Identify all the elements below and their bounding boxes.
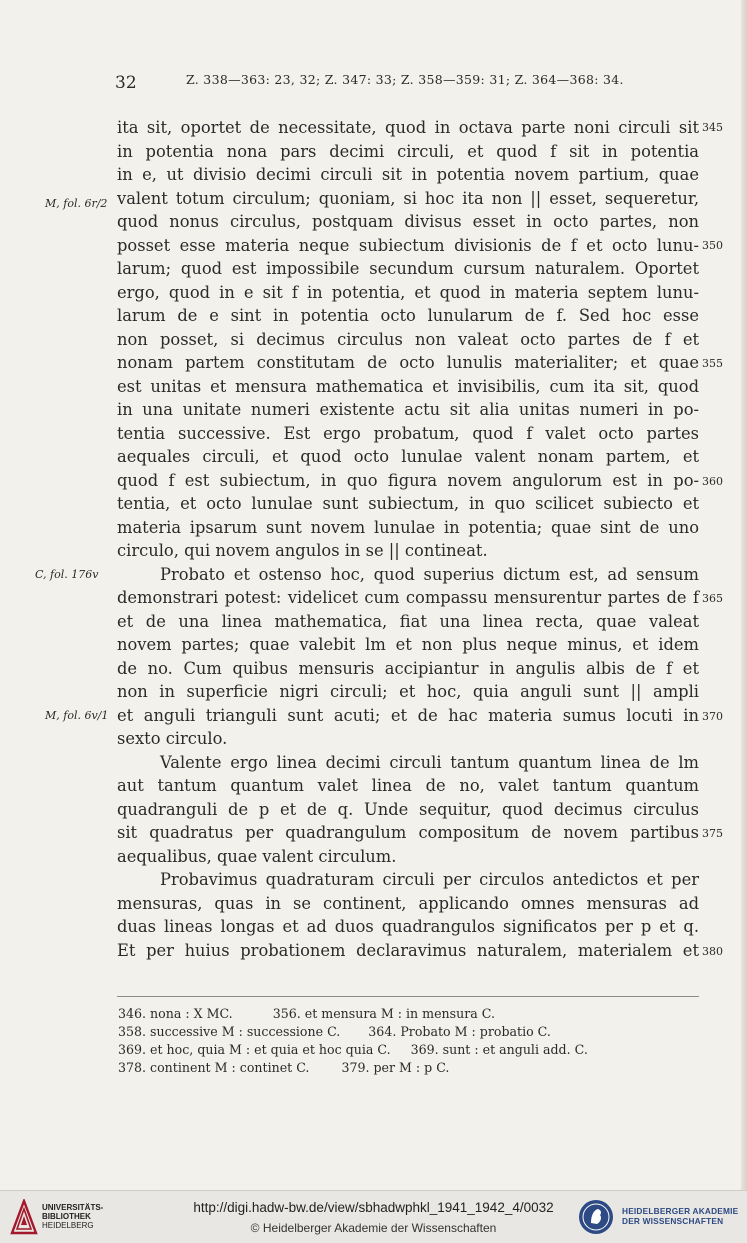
library-line: HEIDELBERG [42,1221,94,1230]
line-number: 375 [702,827,723,840]
text-line: non in superficie nigri circuli; et hoc, quia anguli sunt || ampli [117,682,699,701]
text-line: quod f est subiectum, in quo figura novem angulorum est in po- [117,470,699,490]
text-line: Probato et ostenso hoc, quod superius dictum est, ad sensum [160,564,699,584]
viewer-footer [0,1190,747,1243]
academy-seal-icon[interactable] [578,1199,614,1235]
text-line: non posset, si decimus circulus non valeat octo partes de f et [117,329,699,349]
footnote-line: 358. successive M : successione C. 364. Probato M : probatio C. [118,1024,551,1039]
text-line: materia ipsarum sunt novem lunulae in potentia; quae sint de uno [117,517,699,537]
text-line: et anguli trianguli sunt acuti; et de hac materia sumus locuti in [117,705,699,725]
text-line: sit quadratus per quadrangulum compositum de novem partibus [117,823,699,842]
text-line: est unitas et mensura mathematica et invisibilis, cum ita sit, quod [117,376,699,396]
permalink-url[interactable]: http://digi.hadw-bw.de/view/sbhadwphkl_1941_1942_4/0032 [193,1200,554,1215]
text-line: tentia successive. Est ergo probatum, quod f valet octo partes [117,423,699,443]
text-line: valent totum circulum; quoniam, si hoc ita non || esset, sequeretur, [117,188,699,208]
text-line: Probavimus quadraturam circuli per circulos antedictos et per [160,870,699,889]
page-number: 32 [115,73,137,93]
text-line: quadranguli de p et de q. Unde sequitur, quod decimus circulus [117,799,699,819]
line-number: 355 [702,357,723,370]
text-line: aequalibus, quae valent circulum. [117,846,397,866]
text-line: ita sit, oportet de necessitate, quod in octava parte noni circuli sit [117,118,699,137]
text-line: larum; quod est impossibile secundum cursum naturalem. Oportet [117,259,699,278]
line-number: 345 [702,121,723,134]
margin-note: M, fol. 6r/2 [45,197,108,210]
copyright-notice: © Heidelberger Akademie der Wissenschaften [250,1221,497,1235]
text-line: posset esse materia neque subiectum divisionis de f et octo lunu- [117,235,699,255]
academy-name [622,1206,738,1226]
text-line: Et per huius probationem declaravimus naturalem, materialem et [117,940,699,960]
text-line: in e, ut divisio decimi circuli sit in potentia novem partium, quae [117,165,699,184]
footnote-line: 378. continent M : continet C. 379. per M : p C. [118,1060,450,1075]
text-line: aut tantum quantum valet linea de no, valet tantum quantum [117,776,699,795]
page-edge [741,0,747,1190]
text-line: in potentia nona pars decimi circuli, et quod f sit in potentia [117,141,699,161]
text-line: mensuras, quas in se continent, applicando omnes mensuras ad [117,893,699,913]
footnotes [118,1005,708,1077]
text-line: nonam partem constitutam de octo lunulis materialiter; et quae [117,353,699,372]
footnote-line: 346. nona : X MC. 356. et mensura M : in mensura C. [118,1006,495,1021]
margin-note: M, fol. 6v/1 [45,709,109,722]
text-line: demonstrari potest: videlicet cum compassu mensurentur partes de f [117,588,699,607]
running-head: Z. 338—363: 23, 32; Z. 347: 33; Z. 358—359: 31; Z. 364—368: 34. [186,72,624,87]
text-line: ergo, quod in e sit f in potentia, et quod in materia septem lunu- [117,282,699,302]
academy-line: DER WISSENSCHAFTEN [622,1216,724,1226]
library-line: UNIVERSITÄTS- [42,1203,104,1212]
text-line: larum de e sint in potentia octo lunularum de f. Sed hoc esse [117,306,699,325]
text-line: in una unitate numeri existente actu sit alia unitas numeri in po- [117,400,699,419]
line-number: 360 [702,475,723,488]
line-number: 365 [702,592,723,605]
text-line: tentia, et octo lunulae sunt subiectum, in quo scilicet subiecto et [117,494,699,513]
text-line: circulo, qui novem angulos in se || contineat. [117,541,488,560]
text-line: de no. Cum quibus mensuris accipiantur in angulis albis de f et [117,658,699,678]
text-line: sexto circulo. [117,729,228,748]
library-line: BIBLIOTHEK [42,1212,91,1221]
text-line: aequales circuli, et quod octo lunulae valent nonam partem, et [117,447,699,466]
main-text [117,116,699,962]
footnote-rule [117,996,699,997]
text-line: novem partes; quae valebit lm et non plus neque minus, et idem [117,635,699,654]
line-number: 370 [702,710,723,723]
footnote-line: 369. et hoc, quia M : et quia et hoc quia C. 369. sunt : et anguli add. C. [118,1042,588,1057]
text-line: quod nonus circulus, postquam divisus esset in octo partes, non [117,212,699,231]
text-line: et de una linea mathematica, fiat una linea recta, quae valeat [117,611,699,631]
line-number: 380 [702,945,723,958]
text-line: duas lineas longas et ad duos quadrangulos significatos per p et q. [117,917,699,936]
margin-note: C, fol. 176v [35,568,99,581]
line-number: 350 [702,239,723,252]
text-line: Valente ergo linea decimi circuli tantum quantum linea de lm [160,752,699,772]
academy-line: HEIDELBERGER AKADEMIE [622,1206,739,1216]
